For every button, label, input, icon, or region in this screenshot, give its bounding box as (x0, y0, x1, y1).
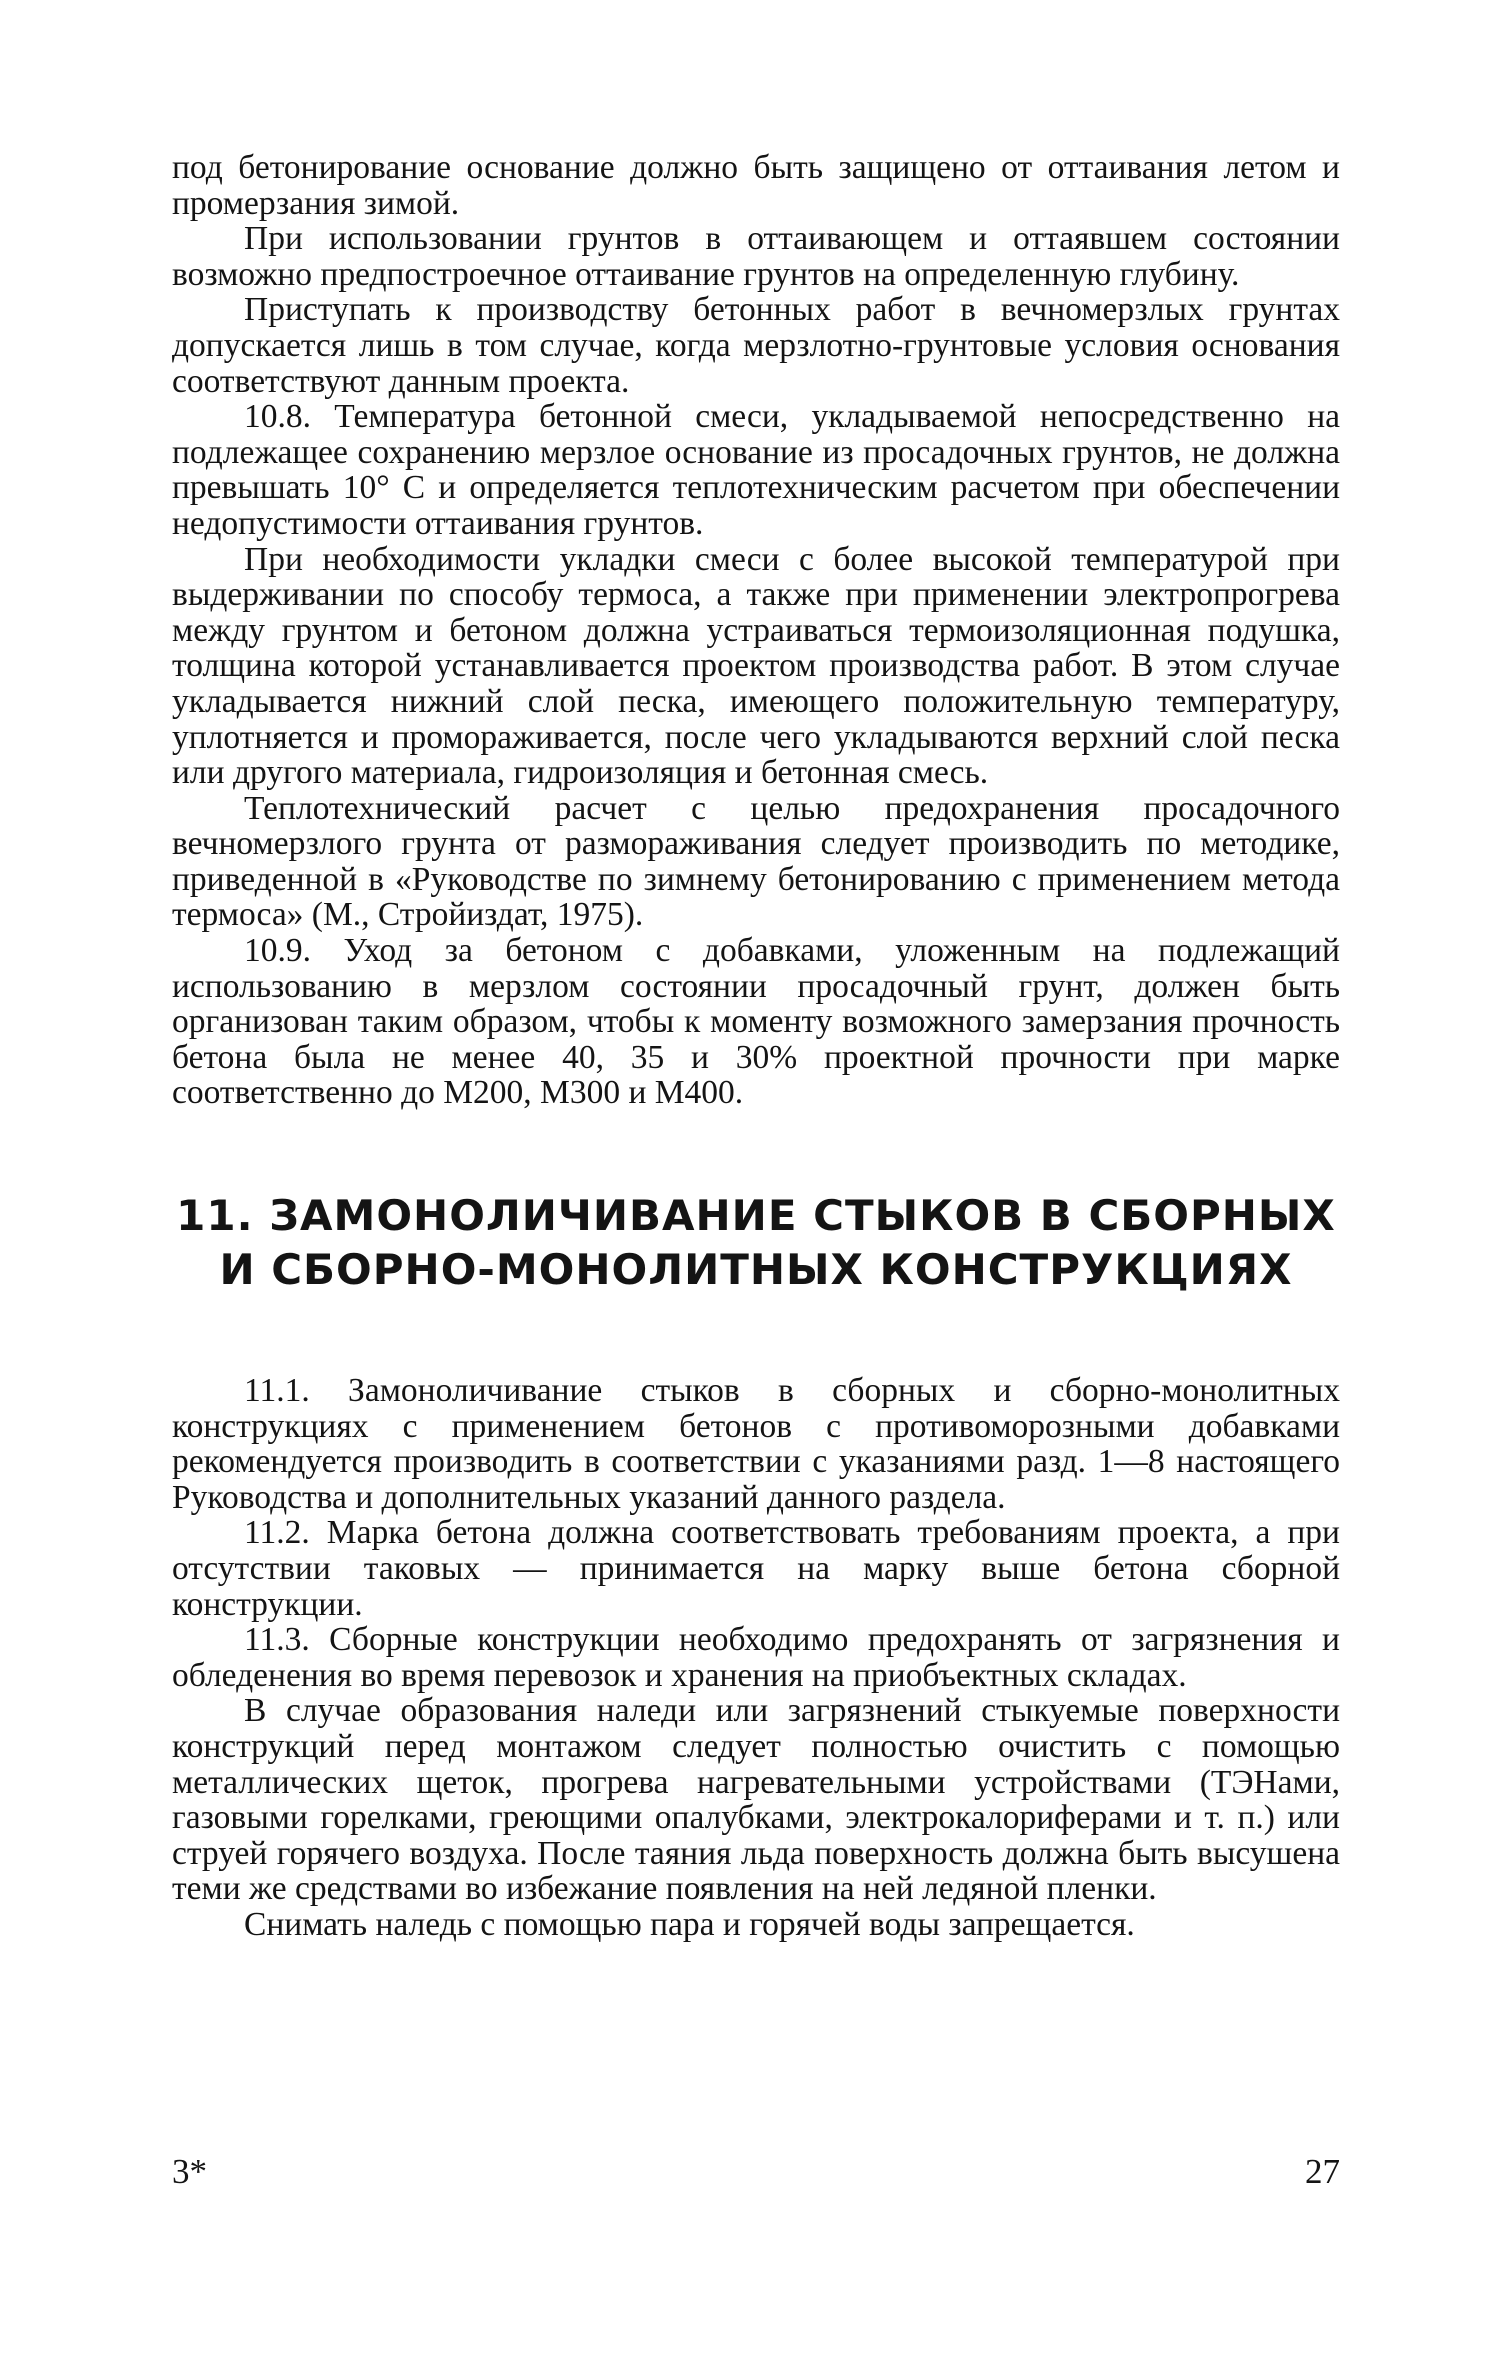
section-heading-line-1: 11. ЗАМОНОЛИЧИВАНИЕ СТЫКОВ В СБОРНЫХ (176, 1191, 1336, 1241)
paragraph: При использовании грунтов в оттаивающем и оттаявшем состоянии возможно предпостроечное оттаивание грунтов на определенную глубину. (172, 220, 1340, 293)
section-heading (172, 1189, 1340, 1297)
paragraph: Приступать к производству бетонных работ в вечномерзлых грунтах допускается лишь в том случае, когда мерзлотно-грунтовые условия основания соответствуют данным проекта. (172, 291, 1340, 400)
paragraph-10-8: 10.8. Температура бетонной смеси, укладываемой непосредственно на подлежащее сохранению мерзлое основание из просадочных грунтов, не должна превышать 10° С и определяется теплотехническим расчетом при обеспечении недопустимости оттаивания грунтов. (172, 398, 1340, 542)
paragraph: Теплотехнический расчет с целью предохранения просадочного вечномерзлого грунта от размораживания следует производить по методике, приведенной в «Руководстве по зимнему бетонированию с применением метода термоса» (М., Стройиздат, 1975). (172, 789, 1340, 934)
paragraph: При необходимости укладки смеси с более высокой температурой при выдерживании по способу термоса, а также при применении электропрогрева между грунтом и бетоном должна устраиваться термоизоляционная подушка, толщина которой устанавливается проектом производства работ. В этом случае укладывается нижний слой песка, имеющего положительную температуру, уплотняется и промораживается, после чего укладываются верхний слой песка или другого материала, гидроизоляция и бетонная смесь. (172, 540, 1340, 792)
page-footer (172, 2152, 1340, 2200)
paragraph-11-2: 11.2. Марка бетона должна соответствовать требованиям проекта, а при отсутствии таковых — принимается на марку выше бетона сборной конструкции. (172, 1514, 1340, 1623)
section-heading-line-2: И СБОРНО-МОНОЛИТНЫХ КОНСТРУКЦИЯХ (219, 1245, 1293, 1295)
signature-mark: 3* (172, 2152, 207, 2191)
paragraph: В случае образования наледи или загрязнений стыкуемые поверхности конструкций перед монтажом следует полностью очистить с помощью металлических щеток, прогрева нагревательными устройствами (ТЭНами, газовыми горелками, греющими опалубками, электрокалориферами и т. п.) или струей горячего воздуха. После таяния льда поверхность должна быть высушена теми же средствами во избежание появления на ней ледяной пленки. (172, 1692, 1340, 1908)
page-number: 27 (1305, 2152, 1340, 2191)
paragraph-11-3: 11.3. Сборные конструкции необходимо предохранять от загрязнения и обледенения во время перевозок и хранения на приобъектных складах. (172, 1621, 1340, 1694)
paragraphs-top (172, 150, 1340, 1111)
paragraphs-bottom (172, 1373, 1340, 1943)
paragraph-10-9: 10.9. Уход за бетоном с добавками, уложенным на подлежащий использованию в мерзлом состоянии просадочный грунт, должен быть организован таким образом, чтобы к моменту возможного замерзания прочность бетона была не менее 40, 35 и 30% проектной прочности при марке соответственно до М200, М300 и М400. (172, 932, 1340, 1112)
paragraph: Снимать наледь с помощью пара и горячей воды запрещается. (244, 1905, 1135, 1943)
paragraph: под бетонирование основание должно быть защищено от оттаивания летом и промерзания зимой. (172, 149, 1340, 222)
paragraph-11-1: 11.1. Замоноличивание стыков в сборных и сборно-монолитных конструкциях с применением бетонов с противоморозными добавками рекомендуется производить в соответствии с указаниями разд. 1—8 настоящего Руководства и дополнительных указаний данного раздела. (172, 1372, 1340, 1516)
page-body (172, 150, 1340, 1943)
